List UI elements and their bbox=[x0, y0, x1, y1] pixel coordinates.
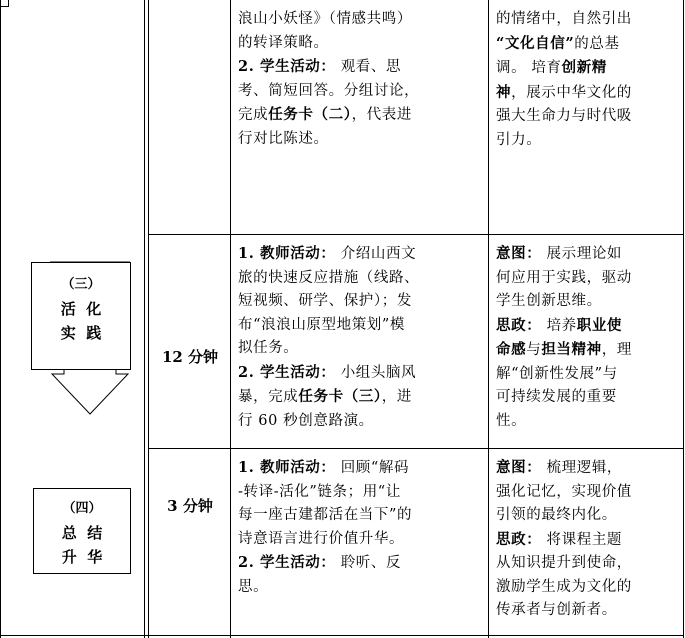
row3-activity-line-4: 2. 学生活动： 聆听、反 bbox=[238, 554, 402, 571]
stage-3-box bbox=[31, 262, 131, 370]
row2-intent-line-5: 解“创新性发展”与 bbox=[496, 365, 618, 382]
row3-intent-line-6: 传承者与创新者。 bbox=[496, 602, 617, 618]
duration-col-border bbox=[230, 0, 231, 638]
row2-activity-line-3: 布“浪浪山原型地策划”模 bbox=[238, 316, 406, 333]
row3-activity-line-1: -转译-活化”链条；用“让 bbox=[238, 483, 401, 500]
stage-4-duration: 3 分钟 bbox=[167, 497, 213, 515]
row2-intent-line-4: 命感与担当精神，理 bbox=[496, 341, 632, 358]
table-bottom-border bbox=[0, 635, 684, 636]
row-divider-1 bbox=[148, 234, 684, 235]
row2-intent-line-6: 可持续发展的重要 bbox=[496, 389, 617, 405]
row1-intent-line-5: 引力。 bbox=[496, 131, 542, 148]
row1-intent-line-4: 强大生命力与时代吸 bbox=[496, 108, 632, 124]
row3-intent-cell bbox=[496, 456, 680, 623]
stage-3-title-line1: 活 化 bbox=[60, 300, 102, 318]
row3-activity-line-2: 每一座古建都活在当下”的 bbox=[238, 507, 413, 523]
row1-intent-line-2: 调。 培育创新精 bbox=[496, 59, 607, 76]
stage-col-border bbox=[148, 0, 149, 638]
row2-activity-line-4: 拟任务。 bbox=[238, 340, 299, 356]
row2-activity-line-7: 行 60 秒创意路演。 bbox=[238, 412, 374, 429]
stage-4-title-line2: 升 华 bbox=[61, 548, 103, 566]
stage-4-box bbox=[33, 488, 131, 574]
activity-col-border bbox=[488, 0, 489, 638]
row-divider-2 bbox=[148, 448, 684, 449]
outer-left-border bbox=[0, 0, 1, 638]
row1-activity-line-3: 考、简短回答。分组讨论， bbox=[238, 82, 420, 99]
row1-intent-line-0: 的情绪中，自然引出 bbox=[496, 11, 632, 27]
row1-activity-line-5: 行对比陈述。 bbox=[238, 130, 329, 147]
row1-intent-line-1: “文化自信”的总基 bbox=[496, 34, 620, 52]
stage-4-number: （四） bbox=[62, 501, 102, 516]
stage-3-title-line2: 实 践 bbox=[60, 324, 102, 342]
row2-activity-line-6: 暴，完成任务卡（三），进 bbox=[238, 388, 412, 405]
row3-activity-line-3: 诗意语言进行价值升华。 bbox=[238, 530, 405, 547]
row2-intent-line-2: 学生创新思维。 bbox=[496, 293, 602, 309]
row2-activity-cell bbox=[238, 242, 483, 433]
row2-intent-cell bbox=[496, 242, 680, 433]
stage-3-duration: 12 分钟 bbox=[161, 348, 219, 366]
row1-intent-line-3: 神，展示中华文化的 bbox=[496, 83, 632, 101]
row3-intent-line-2: 引领的最终内化。 bbox=[496, 507, 617, 523]
top-left-frame bbox=[0, 6, 8, 7]
outer-right-border bbox=[683, 0, 684, 638]
row2-activity-line-0: 1. 教师活动： 介绍山西文 bbox=[238, 245, 417, 262]
row2-intent-line-3: 思政： 培养职业使 bbox=[496, 316, 623, 334]
row2-activity-line-2: 短视频、研学、保护）；发 bbox=[238, 293, 412, 309]
row1-activity-line-0: 浪山小妖怪》（情感共鸣） bbox=[238, 11, 412, 27]
row1-activity-line-1: 的转译策略。 bbox=[238, 34, 329, 51]
row2-intent-line-0: 意图： 展示理论如 bbox=[496, 245, 623, 262]
row3-intent-line-0: 意图： 梳理逻辑， bbox=[496, 459, 623, 476]
row1-activity-line-4: 完成任务卡（二），代表进 bbox=[238, 106, 412, 123]
row2-intent-line-1: 何应用于实践，驱动 bbox=[496, 269, 632, 286]
row3-activity-cell bbox=[238, 456, 483, 599]
stage-4-title-line1: 总 结 bbox=[61, 524, 103, 542]
row3-intent-line-4: 从知识提升到使命， bbox=[496, 555, 632, 571]
row3-activity-line-5: 思。 bbox=[238, 578, 269, 595]
stage-3-number: （三） bbox=[61, 277, 101, 292]
row3-intent-line-1: 强化记忆，实现价值 bbox=[496, 483, 632, 500]
inner-stage-line bbox=[144, 0, 145, 638]
row1-intent-cell bbox=[496, 8, 680, 152]
row3-activity-line-0: 1. 教师活动： 回顾“解码 bbox=[238, 459, 410, 476]
row2-activity-line-5: 2. 学生活动： 小组头脑风 bbox=[238, 363, 417, 381]
row2-intent-line-7: 性。 bbox=[496, 412, 527, 429]
row3-intent-line-5: 激励学生成为文化的 bbox=[496, 578, 632, 595]
row3-intent-line-3: 思政： 将课程主题 bbox=[496, 530, 623, 548]
row1-activity-cell bbox=[238, 8, 483, 151]
row1-activity-line-2: 2. 学生活动： 观看、思 bbox=[238, 58, 402, 75]
top-left-frame-v bbox=[8, 0, 9, 7]
row2-activity-line-1: 旅的快速反应措施（线路、 bbox=[238, 269, 420, 286]
